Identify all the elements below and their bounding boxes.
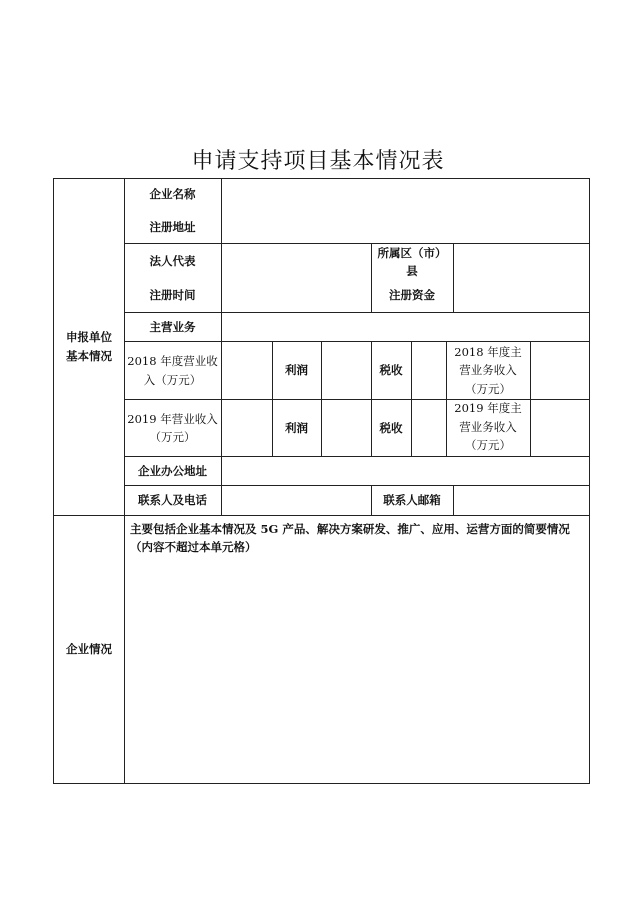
- legal-rep-label: 法人代表: [149, 253, 196, 268]
- section-label-line1: 申报单位: [66, 330, 112, 345]
- rev-2018-label-line1: 2018 年度营业收: [127, 354, 218, 369]
- col-line: [321, 341, 322, 456]
- page-title: 申请支持项目基本情况表: [191, 149, 445, 174]
- section-label-line2: 基本情况: [66, 348, 112, 363]
- table-border-right: [589, 178, 590, 784]
- rev-2019-label-line1: 2019 年营业收入: [127, 411, 218, 426]
- company-name-label: 企业名称: [149, 186, 196, 201]
- main-business-field[interactable]: [222, 313, 589, 341]
- office-address-label: 企业办公地址: [138, 463, 207, 478]
- company-name-field[interactable]: [222, 179, 589, 243]
- company-situation-instructions: 主要包括企业基本情况及 5G 产品、解决方案研发、推广、应用、运营方面的简要情况（内容不超过本单元格）: [130, 522, 570, 555]
- reg-address-label: 注册地址: [149, 219, 196, 234]
- col-line: [530, 341, 531, 456]
- profit-2019-label: 利润: [285, 420, 308, 435]
- main-rev-2019-line1: 2019 年度主: [454, 401, 522, 416]
- main-rev-2018-line2: 营业务收入: [459, 363, 517, 378]
- rev-2018-label-line2: 入（万元）: [143, 372, 202, 387]
- main-rev-2019-line3: （万元）: [465, 438, 511, 453]
- contact-email-field[interactable]: [454, 486, 589, 515]
- company-situation-field[interactable]: [125, 560, 589, 782]
- district-label-line1: 所属区（市）: [377, 245, 447, 260]
- main-business-label: 主营业务: [149, 319, 196, 334]
- reg-time-label: 注册时间: [149, 287, 196, 302]
- contact-email-label: 联系人邮箱: [383, 493, 441, 508]
- legal-rep-field[interactable]: [222, 244, 371, 312]
- main-rev-2018-label: [446, 342, 530, 399]
- table-border-bottom: [53, 783, 590, 784]
- tax-2019-label: 税收: [379, 420, 403, 435]
- section-label-company: 企业情况: [66, 642, 112, 657]
- profit-2018-label: 利润: [285, 363, 308, 378]
- contact-phone-label: 联系人及电话: [138, 493, 207, 508]
- col-line: [411, 341, 412, 456]
- district-label-line2: 县: [406, 264, 418, 278]
- section-label-applicant: [54, 178, 124, 515]
- reg-capital-label: 注册资金: [389, 287, 435, 302]
- district-label: [371, 242, 453, 282]
- tax-2018-label: 税收: [379, 363, 403, 378]
- main-rev-2018-line1: 2018 年度主: [454, 344, 522, 359]
- contact-phone-field[interactable]: [222, 486, 371, 515]
- rev-2018-label: [124, 342, 221, 399]
- rev-2019-label: [124, 400, 221, 456]
- section-divider: [53, 515, 590, 516]
- office-address-field[interactable]: [222, 457, 589, 485]
- main-rev-2019-label: [446, 398, 530, 456]
- rev-2019-label-line2: （万元）: [149, 430, 196, 444]
- main-rev-2018-line3: （万元）: [465, 381, 511, 396]
- main-rev-2019-line2: 营业务收入: [459, 419, 517, 434]
- district-field[interactable]: [454, 244, 589, 312]
